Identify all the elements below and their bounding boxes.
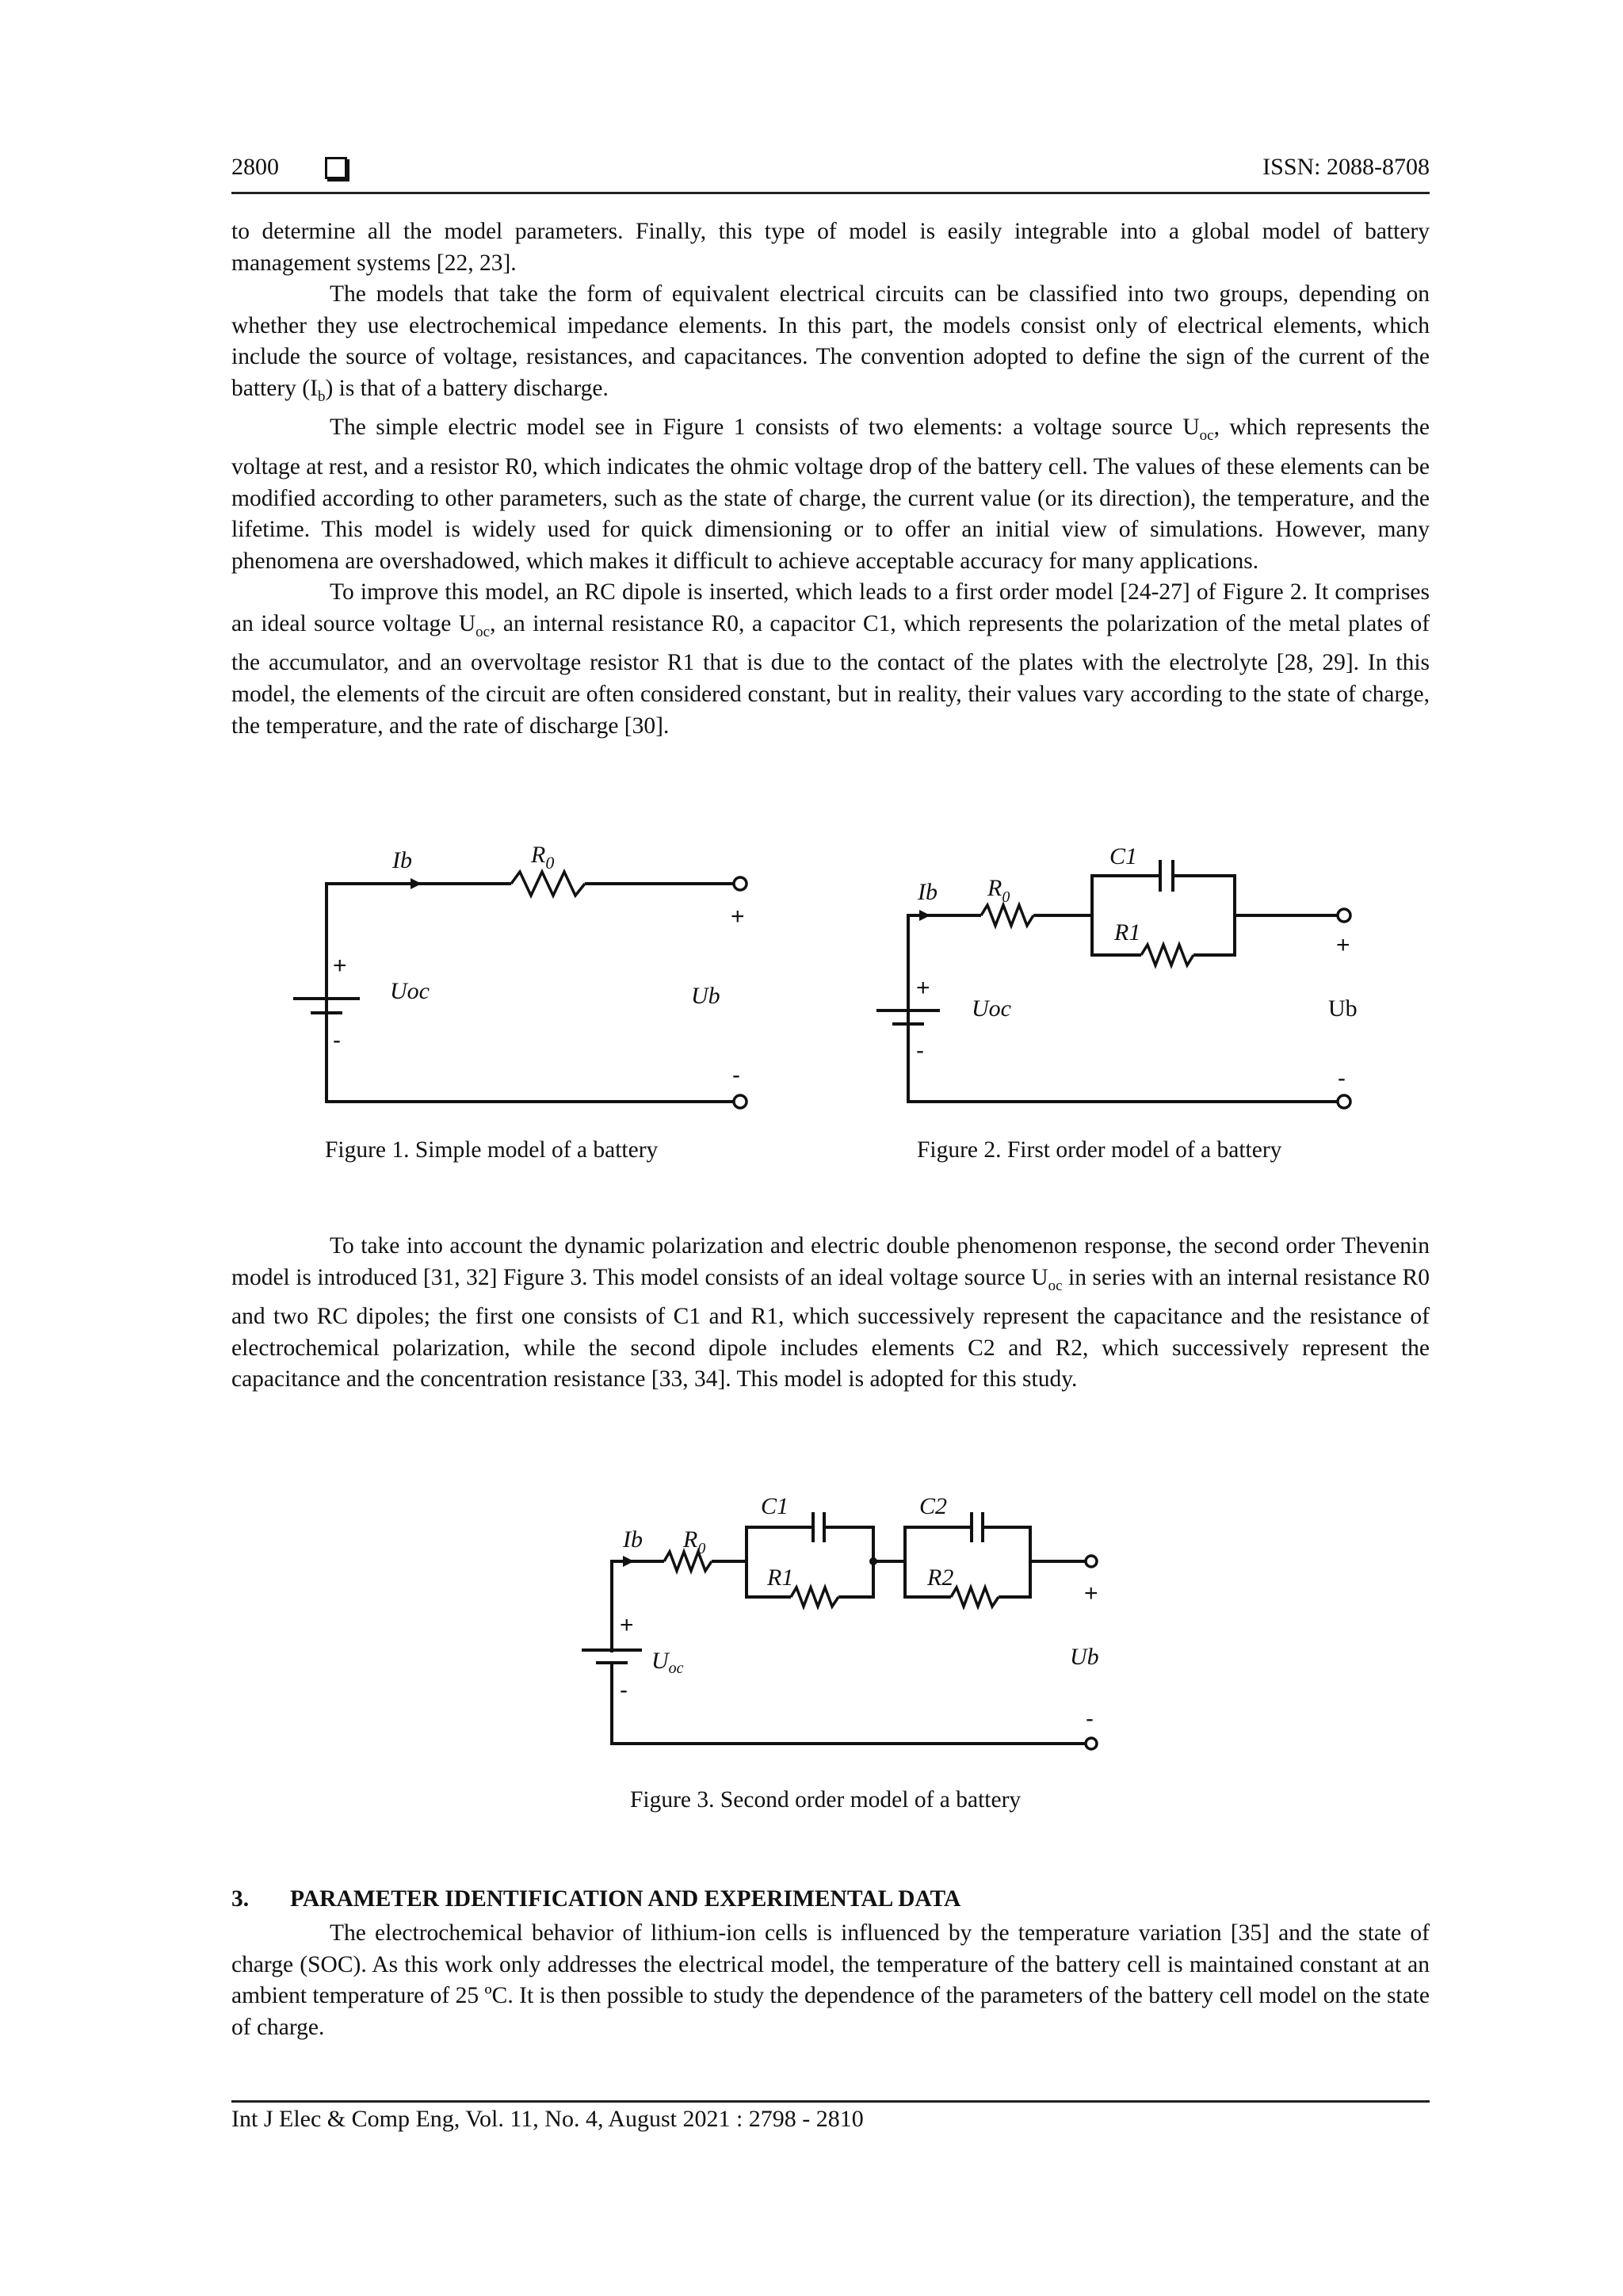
fig3-current-arrow [623, 1556, 634, 1567]
fig1-battery-plus: + [333, 953, 347, 979]
footer-citation: Int J Elec & Comp Eng, Vol. 11, No. 4, August 2021 : 2798 - 2810 [231, 2106, 864, 2132]
fig3-rc1-top-left [747, 1527, 813, 1561]
body-text-lower [231, 1918, 1430, 2043]
fig2-output-minus: - [1338, 1065, 1346, 1091]
body-text-middle [231, 1231, 1430, 1396]
fig2-label-cap: C1 [1109, 843, 1138, 869]
fig2-rc-bottom-right [1193, 915, 1235, 955]
fig2-wire-left-top [908, 915, 981, 1022]
figure-1-caption: Figure 1. Simple model of a battery [325, 1137, 659, 1163]
fig3-output-minus: - [1086, 1706, 1094, 1732]
fig3-label-current: Ib [623, 1526, 643, 1553]
fig3-label-source: $U_{oc}$ [651, 1648, 684, 1677]
paragraph-6: The electrochemical behavior of lithium-ion cells is influenced by the temperature variation [35] and the state of charge (SOC). As this work only addresses the electrical model, the temperature of the battery cell is maintained constant at an ambient temperature of 25 ºC. It is then possible to study the dependence of the parameters of the battery cell model on the state of charge. [231, 1920, 1430, 2040]
page-number: 2800 [231, 154, 279, 180]
figure-2-circuit-diagram [872, 840, 1379, 1125]
paragraph-5: To take into account the dynamic polarization and electric double phenomenon response, the second order Thevenin model is introduced [31, 32] Figure 3. This model consists of an ideal voltage source $U_{oc}$ in series with an internal resistance R0 and two RC dipoles; the first one consists of C1 and R1, which successively represent the capacitance and the resistance of electrochemical polarization, while the second dipole includes elements C2 and R2, which successively represent the capacitance and the concentration resistance [33, 34]. This model is adopted for this study. [231, 1233, 1430, 1392]
paragraph-2: The models that take the form of equivalent electrical circuits can be classified into two groups, depending on whether they use electrochemical impedance elements. In this part, the models consist only of electrical elements, which include the source of voltage, resistances, and capacitances. The convention adopted to define the sign of the current of the battery $(I_b)$ is that of a battery discharge. [231, 281, 1430, 405]
fig1-wire-left-top [327, 884, 511, 1030]
fig1-wire-bottom [327, 1013, 734, 1102]
body-text-upper [231, 216, 1430, 742]
fig3-label-res2: R2 [927, 1564, 954, 1591]
fig1-terminal-plus [734, 877, 747, 890]
paragraph-1: to determine all the model parameters. Finally, this type of model is easily integrable into a global model of battery management systems [22, 23]. [231, 219, 1430, 276]
fig1-output-minus: - [732, 1062, 740, 1088]
fig1-resistor-r0 [511, 872, 585, 896]
fig2-resistor-r0 [981, 905, 1033, 926]
fig3-label-resistor: $R_0$ [683, 1526, 706, 1557]
fig1-terminal-minus [734, 1095, 747, 1108]
fig2-battery-plus: + [916, 975, 930, 1001]
figure-2-caption: Figure 2. First order model of a battery [917, 1137, 1282, 1163]
fig1-battery-minus: - [333, 1027, 341, 1053]
fig2-wire-bottom [908, 1024, 1338, 1102]
fig2-current-arrow [919, 910, 930, 921]
fig1-label-resistor: $R_0$ [531, 842, 555, 873]
fig2-label-source: Uoc [972, 995, 1011, 1022]
checkbox-square-icon [325, 157, 347, 179]
fig3-rc1-bottom-right [838, 1561, 873, 1597]
section-number: 3. [231, 1886, 250, 1912]
fig1-output-plus: + [731, 904, 745, 930]
figure-1-simple-model [285, 840, 777, 1125]
fig2-rc-top-right [1173, 876, 1235, 915]
fig3-terminal-plus [1086, 1556, 1097, 1567]
section-heading [231, 1886, 960, 1912]
fig2-label-rc-res: R1 [1114, 919, 1141, 946]
fig3-rc2-top-left [905, 1527, 972, 1561]
fig2-resistor-r1 [1141, 945, 1193, 965]
fig3-resistor-r2 [951, 1587, 999, 1606]
fig3-rc2-top-right [983, 1527, 1030, 1561]
fig3-label-cap1: C1 [761, 1493, 789, 1519]
fig1-label-source: Uoc [390, 978, 430, 1004]
fig2-label-resistor: $R_0$ [987, 875, 1010, 906]
fig3-label-cap2: C2 [919, 1493, 948, 1519]
paragraph-4: To improve this model, an RC dipole is inserted, which leads to a first order model [24-27] of Figure 2. It comprises an ideal source voltage $U_{oc}$, an internal resistance R0, a capacitor C1, which represents the polarization of the metal plates of the accumulator, and an overvoltage resistor R1 that is due to the contact of the plates with the electrolyte [28, 29]. In this model, the elements of the circuit are often considered constant, but in reality, their values vary according to the state of charge, the temperature, and the rate of discharge [30]. [231, 579, 1430, 739]
fig3-resistor-r1 [791, 1587, 838, 1606]
fig3-label-output: Ub [1070, 1644, 1099, 1670]
fig3-wire-left-top [612, 1561, 664, 1652]
figure-3-second-order-model [579, 1474, 1133, 1759]
figure-3-circuit-diagram [579, 1474, 1133, 1759]
fig2-battery-minus: - [916, 1037, 924, 1064]
fig3-rc2-bottom-right [999, 1561, 1030, 1597]
page-header [231, 151, 1430, 194]
fig3-battery-minus: - [620, 1677, 628, 1703]
fig2-terminal-plus [1338, 909, 1350, 922]
footer-rule [231, 2100, 1430, 2103]
figure-3-caption: Figure 3. Second order model of a battery [630, 1787, 1022, 1813]
fig3-battery-plus: + [620, 1612, 634, 1638]
fig2-terminal-minus [1338, 1095, 1350, 1108]
fig1-current-arrow [411, 878, 422, 889]
paragraph-3: The simple electric model see in Figure 1 consists of two elements: a voltage source $U_{oc}$, which represents the voltage at rest, and a resistor R0, which indicates the ohmic voltage drop of the battery cell. The values of these elements can be modified according to other parameters, such as the state of charge, the current value (or its direction), the temperature, and the lifetime. This model is widely used for quick dimensioning or to offer an initial view of simulations. However, many phenomena are overshadowed, which makes it difficult to achieve acceptable accuracy for many applications. [231, 415, 1430, 574]
fig3-terminal-minus [1086, 1738, 1097, 1749]
fig2-rc-top-left [1092, 876, 1160, 915]
fig1-label-current: Ib [392, 847, 412, 873]
fig3-output-plus: + [1084, 1580, 1098, 1606]
figure-2-first-order-model [872, 840, 1379, 1125]
fig3-rc1-top-right [824, 1527, 873, 1561]
fig2-label-current: Ib [918, 879, 938, 905]
issn: ISSN: 2088-8708 [1262, 154, 1430, 180]
fig2-output-plus: + [1336, 932, 1350, 958]
fig3-label-res1: R1 [767, 1564, 794, 1591]
fig2-label-output: Ub [1328, 995, 1358, 1022]
fig1-label-output: Ub [691, 983, 720, 1009]
figure-1-circuit-diagram [285, 840, 777, 1125]
section-title: PARAMETER IDENTIFICATION AND EXPERIMENTAL DATA [290, 1886, 961, 1912]
